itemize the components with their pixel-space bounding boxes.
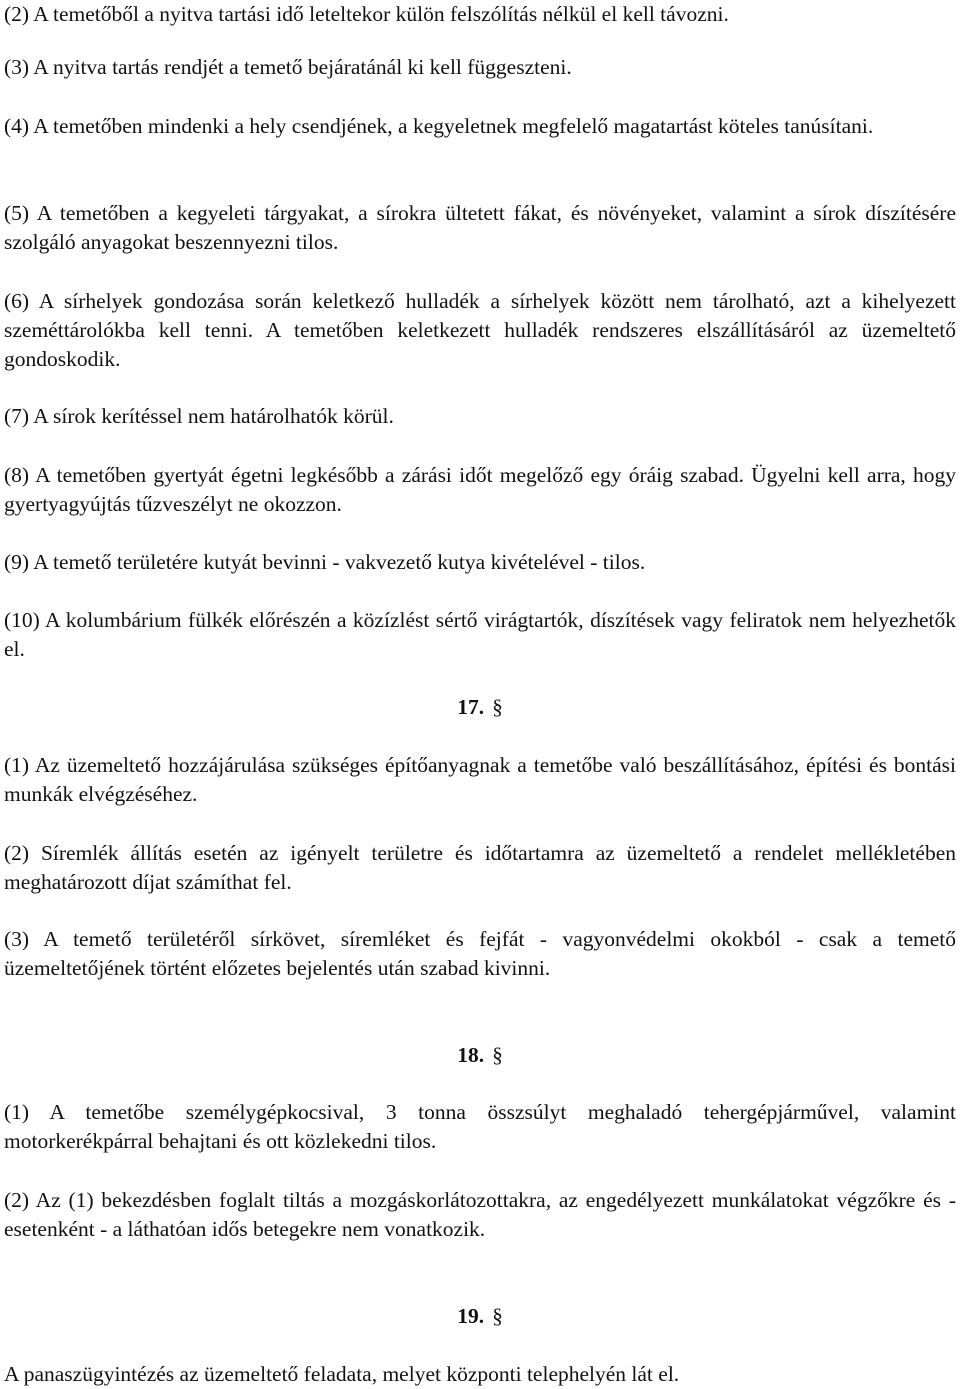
section-symbol: § — [492, 1043, 503, 1067]
paragraph-10: (10) A kolumbárium fülkék előrészén a közízlést sértő virágtartók, díszítések vagy feliratok nem helyezhetők el. — [4, 608, 956, 661]
section-19-paragraph: A panaszügyintézés az üzemeltető feladata, melyet központi telephelyén lát el. — [4, 1362, 680, 1386]
section-heading-18 — [4, 1041, 956, 1070]
section-heading-19 — [4, 1302, 956, 1331]
section-17-paragraph-1: (1) Az üzemeltető hozzájárulása szükséges építőanyagnak a temetőbe való beszállításához, építési és bontási munkák elvégzéséhez. — [4, 753, 956, 806]
paragraph-7: (7) A sírok kerítéssel nem határolhatók körül. — [4, 404, 394, 428]
paragraph-6: (6) A sírhelyek gondozása során keletkező hulladék a sírhelyek között nem tárolható, azt a kihelyezett szeméttárolókba kell tenni. A temetőben keletkezett hulladék rendszeres elszállításáról az üzemeltető gondoskodik. — [4, 289, 956, 371]
section-18-paragraph-1: (1) A temetőbe személygépkocsival, 3 tonna összsúlyt meghaladó tehergépjárművel, valamint motorkerékpárral behajtani és ott közlekedni tilos. — [4, 1100, 956, 1153]
section-heading-17 — [4, 693, 956, 722]
section-symbol: § — [492, 695, 503, 719]
paragraph-9: (9) A temető területére kutyát bevinni - vakvezető kutya kivételével - tilos. — [4, 550, 646, 574]
section-number: 17. — [457, 695, 485, 719]
section-number: 19. — [457, 1304, 485, 1328]
paragraph-3: (3) A nyitva tartás rendjét a temető bejáratánál ki kell függeszteni. — [4, 55, 572, 79]
paragraph-4: (4) A temetőben mindenki a hely csendjének, a kegyeletnek megfelelő magatartást köteles tanúsítani. — [4, 114, 874, 138]
section-17-paragraph-2: (2) Síremlék állítás esetén az igényelt területre és időtartamra az üzemeltető a rendelet mellékletében meghatározott díjat számíthat fel. — [4, 841, 956, 894]
paragraph-5: (5) A temetőben a kegyeleti tárgyakat, a sírokra ültetett fákat, és növényeket, valamint a sírok díszítésére szolgáló anyagokat beszennyezni tilos. — [4, 201, 956, 254]
section-symbol: § — [492, 1304, 503, 1328]
paragraph-2: (2) A temetőből a nyitva tartási idő leteltekor külön felszólítás nélkül el kell távozni. — [4, 2, 729, 26]
section-18-paragraph-2: (2) Az (1) bekezdésben foglalt tiltás a mozgáskorlátozottakra, az engedélyezett munkálatokat végzőkre és - esetenként - a láthatóan idős betegekre nem vonatkozik. — [4, 1188, 956, 1241]
paragraph-8: (8) A temetőben gyertyát égetni legkésőbb a zárási időt megelőző egy óráig szabad. Ügyelni kell arra, hogy gyertyagyújtás tűzveszélyt ne okozzon. — [4, 463, 956, 516]
section-number: 18. — [457, 1043, 485, 1067]
section-17-paragraph-3: (3) A temető területéről sírkövet, síremléket és fejfát - vagyonvédelmi okokból - csak a temető üzemeltetőjének történt előzetes bejelentés után szabad kivinni. — [4, 927, 956, 980]
